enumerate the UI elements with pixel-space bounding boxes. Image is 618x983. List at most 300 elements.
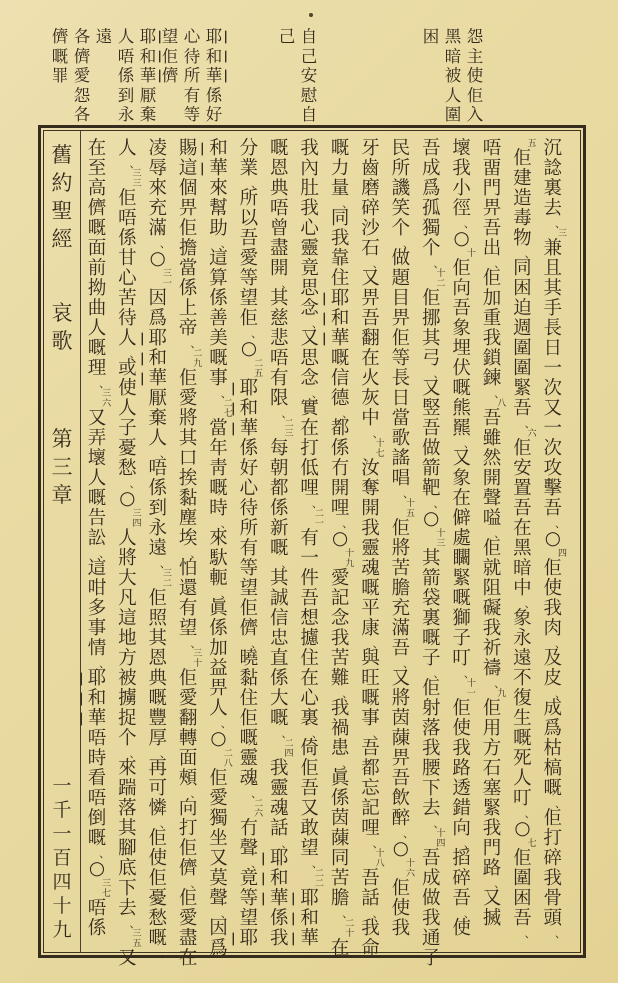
text-column <box>234 138 264 949</box>
glyph: 又 <box>118 948 137 969</box>
glyph: 係 <box>148 478 167 499</box>
glyph: 充 <box>391 598 411 619</box>
glyph: 善 <box>209 308 228 329</box>
glyph: 吾 <box>513 908 532 929</box>
pause-mark: 、 <box>220 517 232 530</box>
glyph: 冇 <box>330 458 350 479</box>
glyph: 記 <box>330 588 350 609</box>
margin-note-column <box>71 27 93 125</box>
glyph: 吾 <box>452 298 471 319</box>
glyph: 爲 <box>209 938 228 959</box>
pause-mark: 、 <box>129 747 141 760</box>
glyph: 用 <box>482 718 502 739</box>
glyph: 獅 <box>452 608 471 629</box>
verse-number: 四 <box>557 549 567 559</box>
glyph: ○ <box>392 838 409 859</box>
glyph: 開 <box>361 498 380 519</box>
pause-mark: 、 <box>129 347 141 360</box>
glyph: 佢 <box>513 848 532 869</box>
glyph: 在 <box>87 138 107 159</box>
glyph: 眞 <box>209 598 228 619</box>
proper-name-glyph: 華 <box>325 329 355 349</box>
glyph: 爲 <box>421 178 441 199</box>
glyph: 使 <box>391 898 411 919</box>
glyph: 圍 <box>513 338 532 359</box>
glyph: 佢 <box>148 828 167 849</box>
text-column <box>264 138 294 949</box>
pause-mark: 、 <box>311 497 323 510</box>
verse-number: 二二 <box>314 869 324 889</box>
verse-number: 十九 <box>345 549 355 569</box>
glyph: 愛 <box>239 248 259 269</box>
margin-note-3 <box>159 27 225 125</box>
glyph: 倒 <box>87 808 107 829</box>
glyph: 年 <box>209 438 228 459</box>
glyph: 挨 <box>178 468 198 489</box>
glyph: 嘅 <box>270 138 289 159</box>
glyph: 及 <box>543 648 563 669</box>
glyph: 弓 <box>421 348 441 369</box>
glyph: 信 <box>330 368 350 389</box>
verse-number: 十一 <box>466 679 476 699</box>
glyph: 佢 <box>239 308 259 329</box>
glyph: 暗 <box>444 46 462 66</box>
glyph: 心 <box>118 268 137 289</box>
glyph: 一 <box>543 358 563 379</box>
glyph: 佢 <box>178 368 198 389</box>
glyph: 骨 <box>543 888 563 909</box>
glyph: 同 <box>513 258 532 279</box>
glyph: 使 <box>118 378 137 399</box>
glyph: 我 <box>482 328 502 349</box>
glyph: ○ <box>149 248 166 269</box>
glyph: 民 <box>391 138 411 159</box>
glyph: 來 <box>118 758 137 779</box>
glyph: 直 <box>270 648 289 669</box>
pause-mark: 、 <box>372 727 384 740</box>
glyph: 人 <box>117 27 135 46</box>
glyph: 人 <box>118 138 137 159</box>
glyph: 佢 <box>452 258 471 279</box>
glyph: 佢 <box>421 678 441 699</box>
glyph: 其 <box>421 548 441 569</box>
pause-mark: 、 <box>494 257 506 270</box>
glyph: 碎 <box>452 868 471 889</box>
pause-mark: 、 <box>311 317 323 330</box>
glyph: 佢 <box>178 218 198 239</box>
glyph: 祈 <box>482 638 502 659</box>
glyph: 我 <box>543 868 563 889</box>
glyph: 儕 <box>51 27 69 46</box>
pause-mark: 、 <box>311 387 323 400</box>
glyph: 至 <box>87 158 107 179</box>
glyph: 凌 <box>148 138 167 159</box>
glyph: 苦 <box>391 558 411 579</box>
pause-mark: 、 <box>190 337 202 350</box>
glyph: 好 <box>205 105 223 124</box>
glyph: 象 <box>513 608 532 629</box>
glyph: 當 <box>391 408 411 429</box>
glyph: 愁 <box>148 908 167 929</box>
glyph: 困 <box>513 888 532 909</box>
verse-number: 三四 <box>132 509 142 529</box>
glyph: 搣 <box>482 908 502 929</box>
glyph: 嘅 <box>421 628 441 649</box>
text-column <box>416 138 446 969</box>
glyph: 佢 <box>482 268 502 289</box>
glyph: 我 <box>330 628 350 649</box>
glyph: 靈 <box>239 748 259 769</box>
pause-mark: 、 <box>129 477 141 490</box>
glyph: 挪 <box>421 308 441 329</box>
pause-mark: 、 <box>403 237 415 250</box>
glyph: 笑 <box>391 198 411 219</box>
glyph: 个 <box>391 218 411 239</box>
glyph: 哩 <box>300 478 319 499</box>
glyph: 佢 <box>391 878 411 899</box>
glyph: 畀 <box>391 308 411 329</box>
glyph: 高 <box>87 178 107 199</box>
glyph: 齒 <box>361 158 380 179</box>
glyph: 子 <box>421 648 441 669</box>
glyph: 个 <box>118 728 137 749</box>
glyph: 靑 <box>209 458 228 479</box>
glyph: 一 <box>543 418 563 439</box>
glyph: 竟 <box>239 868 259 889</box>
pause-mark: 、 <box>99 547 111 560</box>
text-column <box>203 138 233 959</box>
glyph: 望 <box>300 838 319 859</box>
pause-mark: 、 <box>494 677 506 690</box>
glyph: 叮 <box>513 788 532 809</box>
text-column <box>538 139 568 946</box>
glyph: 好 <box>239 458 259 479</box>
glyph: 來 <box>209 528 228 549</box>
pause-mark: 、 <box>251 637 263 650</box>
glyph: 將 <box>178 408 198 429</box>
pause-mark: 、 <box>190 877 202 890</box>
proper-name-glyph: 和 <box>82 689 112 709</box>
glyph: 魂 <box>270 798 289 819</box>
glyph: 又 <box>543 398 563 419</box>
pause-mark: 、 <box>190 547 202 560</box>
glyph: 諗 <box>543 158 563 179</box>
glyph: 又 <box>361 268 380 289</box>
glyph: 時 <box>209 498 228 519</box>
glyph: 一 <box>300 548 319 569</box>
glyph: 所 <box>391 158 411 179</box>
glyph: 畀 <box>391 748 411 769</box>
pause-mark: 、 <box>220 237 232 250</box>
proper-name-glyph: 耶 <box>82 669 112 689</box>
glyph: 次 <box>543 378 563 399</box>
glyph: 待 <box>183 46 201 66</box>
glyph: 將 <box>391 538 411 559</box>
glyph: 埋 <box>452 338 471 359</box>
glyph: 礙 <box>482 598 502 619</box>
glyph: 吾 <box>421 418 441 439</box>
glyph: 被 <box>118 668 137 689</box>
glyph: 壞 <box>452 138 471 159</box>
glyph: 典 <box>148 668 167 689</box>
pause-mark: 、 <box>159 557 171 570</box>
glyph: 佢 <box>161 46 179 66</box>
glyph: 因 <box>148 288 167 309</box>
glyph: 嘅 <box>452 378 471 399</box>
glyph: 望 <box>239 288 259 309</box>
pause-mark: 、 <box>281 407 293 420</box>
glyph: 置 <box>513 478 532 499</box>
glyph: 吾 <box>421 138 441 159</box>
pause-mark: 、 <box>463 667 475 680</box>
section-title: 哀歌 <box>51 301 73 353</box>
glyph: 凡 <box>118 588 137 609</box>
glyph: 長 <box>391 368 411 389</box>
glyph: 嘅 <box>270 708 289 729</box>
glyph: 去 <box>421 798 441 819</box>
verse-number: 二四 <box>284 739 294 759</box>
glyph: 唔 <box>482 138 502 159</box>
pause-mark: 、 <box>372 427 384 440</box>
glyph: 吾 <box>391 768 411 789</box>
pause-mark: 、 <box>220 907 232 920</box>
glyph: 望 <box>239 578 259 599</box>
glyph: 佢 <box>466 85 484 105</box>
glyph: 畀 <box>361 288 380 309</box>
glyph: 我 <box>543 598 563 619</box>
proper-name-glyph: 耶 <box>143 329 173 349</box>
glyph: 唔 <box>118 208 137 229</box>
proper-name-glyph: 和 <box>234 399 264 419</box>
glyph: 埃 <box>178 528 198 549</box>
glyph: 弄 <box>87 428 107 449</box>
pause-mark: 、 <box>342 687 354 700</box>
glyph: 雖 <box>482 428 502 449</box>
glyph: 次 <box>543 438 563 459</box>
glyph: 使 <box>452 918 471 939</box>
glyph: 面 <box>178 748 198 769</box>
glyph: ○ <box>514 818 531 839</box>
glyph: 向 <box>452 818 471 839</box>
pause-mark: 、 <box>524 417 536 430</box>
pause-mark: 、 <box>129 917 141 930</box>
glyph: 厭 <box>148 388 167 409</box>
glyph: 將 <box>391 688 411 709</box>
glyph: 佢 <box>209 768 228 789</box>
verse-number: 十二 <box>436 269 446 289</box>
glyph: 辱 <box>148 158 167 179</box>
proper-name-glyph: 華 <box>203 66 225 86</box>
glyph: 手 <box>543 298 563 319</box>
glyph: 事 <box>361 708 380 729</box>
glyph: 造 <box>513 188 532 209</box>
glyph: 待 <box>118 308 137 329</box>
pause-mark: 、 <box>555 217 566 230</box>
glyph: 醉 <box>391 808 411 829</box>
margin-note-2 <box>276 27 320 125</box>
glyph: 石 <box>361 238 380 259</box>
glyph: 沉 <box>543 138 563 159</box>
glyph: 牙 <box>361 138 380 159</box>
pause-mark: 、 <box>311 857 323 870</box>
glyph: 我 <box>361 518 380 539</box>
glyph: 患 <box>330 738 350 759</box>
pause-mark: 、 <box>342 907 354 920</box>
glyph: ○ <box>210 728 227 749</box>
glyph: 安 <box>300 66 318 85</box>
glyph: 望 <box>239 908 259 929</box>
glyph: 我 <box>482 618 502 639</box>
margin-note-column <box>115 27 137 125</box>
pause-mark: 、 <box>311 727 323 740</box>
glyph: 所 <box>239 188 259 209</box>
glyph: 人 <box>209 698 228 719</box>
pause-mark: 、 <box>281 557 293 570</box>
glyph: 唔 <box>87 898 107 919</box>
glyph: 圍 <box>444 105 462 124</box>
glyph: 黑 <box>444 27 462 46</box>
glyph: 个 <box>421 238 441 259</box>
glyph: 念 <box>330 608 350 629</box>
glyph: 嘅 <box>513 728 532 749</box>
glyph: 這 <box>178 158 198 179</box>
glyph: 係 <box>209 288 228 309</box>
glyph: 被 <box>444 66 462 85</box>
glyph: 吾 <box>513 398 532 419</box>
pause-mark: 、 <box>251 857 263 870</box>
glyph: 獨 <box>421 218 441 239</box>
glyph: 磨 <box>361 178 380 199</box>
glyph: 同 <box>330 848 350 869</box>
glyph: 成 <box>421 158 441 179</box>
glyph: 到 <box>117 85 135 105</box>
glyph: 做 <box>421 888 441 909</box>
glyph: 靈 <box>300 238 319 259</box>
glyph: 小 <box>452 178 471 199</box>
margin-note-column <box>49 27 71 125</box>
glyph: 新 <box>270 518 289 539</box>
glyph: 係 <box>270 498 289 519</box>
glyph: 在 <box>300 418 319 439</box>
glyph: ○ <box>240 338 257 359</box>
glyph: 佢 <box>452 698 471 719</box>
glyph: 愛 <box>178 688 198 709</box>
glyph: 住 <box>330 268 350 289</box>
glyph: 唱 <box>391 468 411 489</box>
proper-name-glyph: 耶 <box>325 289 355 309</box>
glyph: 佢 <box>482 538 502 559</box>
glyph: 方 <box>118 648 137 669</box>
glyph: 曲 <box>87 298 107 319</box>
glyph: 象 <box>452 318 471 339</box>
glyph: 苦 <box>330 868 350 889</box>
pause-mark: 、 <box>190 787 202 800</box>
verse-number: 二十 <box>345 919 355 939</box>
verse-number: 二六 <box>254 799 264 819</box>
glyph: 所 <box>183 66 201 85</box>
glyph: 加 <box>209 638 228 659</box>
glyph: 佢 <box>239 708 259 729</box>
glyph: 這 <box>209 248 228 269</box>
proper-name-glyph: 和 <box>325 309 355 329</box>
glyph: 棄 <box>139 105 157 124</box>
glyph: 厭 <box>139 85 157 105</box>
glyph: 訟 <box>87 528 107 549</box>
glyph: 熊 <box>452 398 471 419</box>
glyph: ○ <box>453 228 470 249</box>
glyph: 愁 <box>118 458 137 479</box>
page-number: 一千一百四十九 <box>52 775 72 941</box>
glyph: 箭 <box>421 458 441 479</box>
verse-number: 二三 <box>284 419 294 439</box>
glyph: 射 <box>421 698 441 719</box>
glyph: 這 <box>87 558 107 579</box>
glyph: 記 <box>361 798 380 819</box>
glyph: 塞 <box>482 778 502 799</box>
pause-mark: 、 <box>463 837 475 850</box>
glyph: 禍 <box>330 718 350 739</box>
glyph: 碎 <box>543 848 563 869</box>
glyph: 裏 <box>543 178 563 199</box>
pause-mark: 、 <box>99 847 111 860</box>
verse-number: 十六 <box>406 859 416 879</box>
glyph: 茵 <box>330 808 350 829</box>
glyph: 建 <box>513 168 532 189</box>
glyph: 朝 <box>270 458 289 479</box>
glyph: 嗌 <box>482 508 502 529</box>
glyph: 嘅 <box>209 478 228 499</box>
glyph: 誠 <box>270 588 289 609</box>
glyph: 底 <box>118 858 137 879</box>
pause-mark: 、 <box>524 247 536 260</box>
glyph: 路 <box>482 858 502 879</box>
glyph: 人 <box>118 398 137 419</box>
glyph: 日 <box>391 388 411 409</box>
glyph: 己 <box>300 46 318 66</box>
verse-number: 三五 <box>132 929 142 949</box>
glyph: 週 <box>513 318 532 339</box>
glyph: 等 <box>183 105 201 124</box>
glyph: 向 <box>178 798 198 819</box>
glyph: 吾 <box>361 738 380 759</box>
glyph: 打 <box>178 818 198 839</box>
pause-mark: 、 <box>342 197 354 210</box>
glyph: 沙 <box>361 218 380 239</box>
glyph: 眞 <box>330 768 350 789</box>
glyph: 爲 <box>148 308 167 329</box>
page-border-frame <box>38 125 586 969</box>
glyph: 嘅 <box>148 688 167 709</box>
glyph: 事 <box>87 618 107 639</box>
glyph: 等 <box>391 348 411 369</box>
glyph: 嘅 <box>87 338 107 359</box>
proper-name-glyph: 耶 <box>264 849 294 869</box>
glyph: 就 <box>482 558 502 579</box>
glyph: 去 <box>543 198 563 219</box>
pause-mark: 、 <box>524 807 536 820</box>
pause-mark: 、 <box>463 217 475 230</box>
glyph: 上 <box>178 298 198 319</box>
glyph: 吾 <box>421 848 441 869</box>
glyph: 轉 <box>178 728 198 749</box>
pause-mark: 、 <box>433 497 445 510</box>
glyph: ○ <box>119 488 136 509</box>
glyph: 塵 <box>178 508 198 529</box>
glyph: 翻 <box>178 708 198 729</box>
margin-note-column <box>442 27 464 125</box>
pause-mark: 、 <box>159 947 171 960</box>
glyph: 賜 <box>178 138 198 159</box>
